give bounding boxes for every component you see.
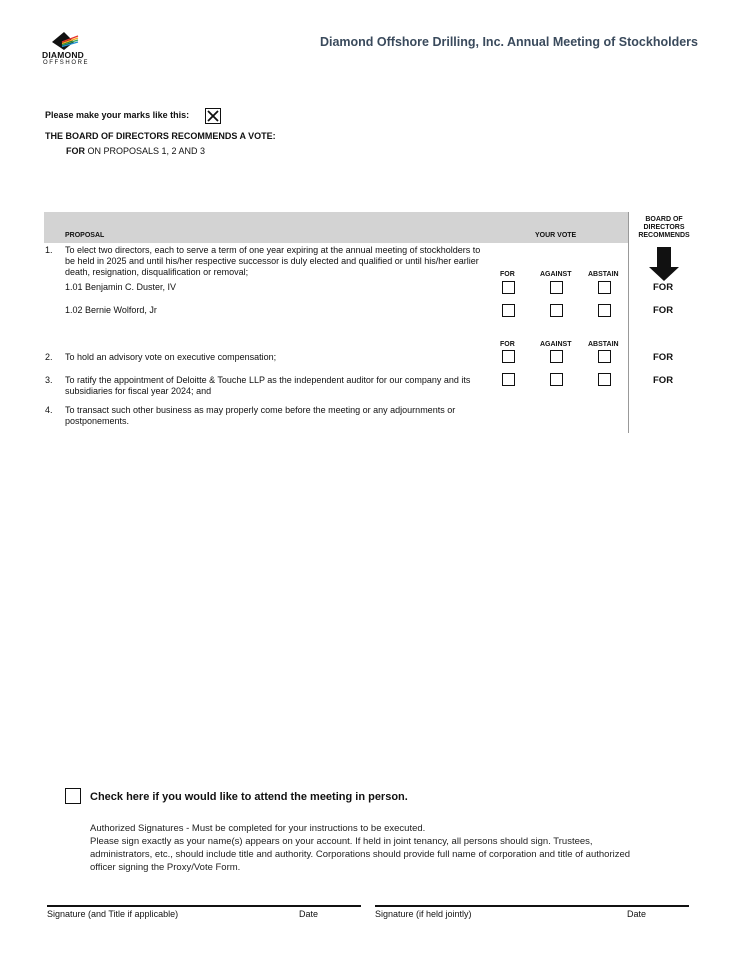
board-recommendation-heading: THE BOARD OF DIRECTORS RECOMMENDS A VOTE: (45, 131, 276, 141)
authorized-line-1: Authorized Signatures - Must be completed for your instructions to be executed. (90, 823, 426, 834)
against-column-label: AGAINST (540, 271, 572, 278)
nominee-2-abstain-checkbox[interactable] (598, 304, 611, 317)
abstain-column-label: ABSTAIN (588, 271, 619, 278)
recommendation-summary (66, 146, 205, 156)
signature-1-label: Signature (and Title if applicable) (47, 909, 179, 919)
attend-meeting-label: Check here if you would like to attend the meeting in person. (90, 791, 408, 803)
nominee-2-label: 1.02 Bernie Wolford, Jr (65, 305, 157, 315)
proposals-text: ON PROPOSALS 1, 2 AND 3 (85, 146, 206, 156)
abstain-column-label: ABSTAIN (588, 341, 619, 348)
for-column-label: FOR (500, 341, 515, 348)
nominee-1-abstain-checkbox[interactable] (598, 281, 611, 294)
logo-subtext: OFFSHORE (43, 60, 90, 66)
proposal-2-abstain-checkbox[interactable] (598, 350, 611, 363)
nominee-1-for-checkbox[interactable] (502, 281, 515, 294)
proposal-2-recommendation: FOR (653, 352, 674, 363)
proposal-2-for-checkbox[interactable] (502, 350, 515, 363)
proposal-2-text: To hold an advisory vote on executive compensation; (65, 352, 277, 362)
proposal-1-number: 1. (45, 245, 53, 255)
nominee-1-against-checkbox[interactable] (550, 281, 563, 294)
proposal-3-against-checkbox[interactable] (550, 373, 563, 386)
x-mark-icon (206, 109, 220, 123)
nominee-2-recommendation: FOR (653, 305, 674, 316)
column-divider (628, 212, 629, 433)
logo-wordmark: DIAMOND (42, 50, 85, 60)
nominee-1-label: 1.01 Benjamin C. Duster, IV (65, 282, 177, 292)
attend-meeting-checkbox[interactable] (65, 788, 81, 804)
for-word: FOR (66, 146, 85, 156)
proposal-4-number: 4. (45, 405, 53, 415)
proposal-3-recommendation: FOR (653, 375, 674, 386)
your-vote-column-header: YOUR VOTE (535, 232, 577, 239)
down-arrow-icon (649, 247, 679, 286)
signature-2-label: Signature (if held jointly) (375, 909, 472, 919)
proposal-column-header: PROPOSAL (65, 232, 105, 239)
marks-instruction: Please make your marks like this: (45, 110, 190, 120)
nominee-2-against-checkbox[interactable] (550, 304, 563, 317)
authorized-line-2: Please sign exactly as your name(s) appears on your account. If held in joint tenancy, all persons should sign. Trustees, administrators, etc., should include title and authority. Corporations should provide full name of corporation and title of authorized officer signing the Proxy/Vote Form. (90, 836, 631, 873)
nominee-2-for-checkbox[interactable] (502, 304, 515, 317)
nominee-1-recommendation: FOR (653, 282, 674, 293)
document-title: Diamond Offshore Drilling, Inc. Annual Meeting of Stockholders (319, 35, 698, 49)
example-mark-box (205, 108, 221, 124)
date-2-label: Date (627, 909, 647, 919)
authorized-signatures-text (90, 822, 650, 874)
proposal-3-number: 3. (45, 375, 53, 385)
proposal-3-for-checkbox[interactable] (502, 373, 515, 386)
proposal-3-abstain-checkbox[interactable] (598, 373, 611, 386)
signature-2-line[interactable] (375, 905, 689, 907)
board-recommends-header: BOARD OF DIRECTORS RECOMMENDS (638, 216, 690, 239)
proposal-2-number: 2. (45, 352, 53, 362)
date-1-label: Date (299, 909, 319, 919)
proposal-1-text: To elect two directors, each to serve a term of one year expiring at the annual meeting of stockholders to be held in 2025 and until his/her respective successor is duly elected and qualified or until his/her earlier death, resignation, disqualification or removal; (65, 245, 481, 277)
signature-1-line[interactable] (47, 905, 361, 907)
against-column-label: AGAINST (540, 341, 572, 348)
for-column-label: FOR (500, 271, 515, 278)
proposal-2-against-checkbox[interactable] (550, 350, 563, 363)
proposal-4-text: To transact such other business as may properly come before the meeting or any adjournments or postponements. (65, 405, 456, 426)
proposal-3-text: To ratify the appointment of Deloitte & Touche LLP as the independent auditor for our company and its subsidiaries for fiscal year 2024; and (65, 375, 471, 396)
